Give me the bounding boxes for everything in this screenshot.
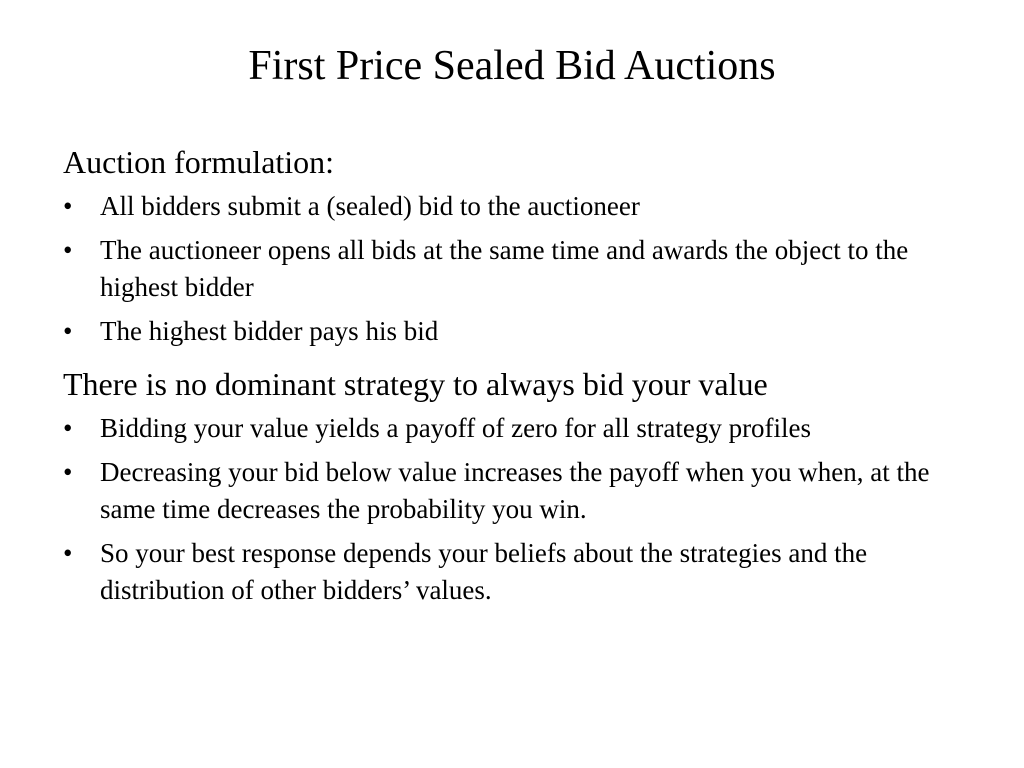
bullet-item xyxy=(63,188,983,225)
bullet-dot-icon: • xyxy=(63,413,73,443)
section-heading-dominant-strategy: There is no dominant strategy to always bid your value xyxy=(63,366,768,402)
bullet-list-dominant-strategy xyxy=(63,410,983,609)
bullet-text: So your best response depends your beliefs about the strategies and the distribution of other bidders’ values. xyxy=(100,538,868,605)
bullet-dot-icon: • xyxy=(63,316,73,346)
bullet-item xyxy=(63,535,983,609)
bullet-text: Bidding your value yields a payoff of zero for all strategy profiles xyxy=(100,413,812,443)
bullet-text: The auctioneer opens all bids at the same time and awards the object to the highest bidder xyxy=(100,235,909,302)
bullet-text: Decreasing your bid below value increases the payoff when you when, at the same time decreases the probability you win. xyxy=(100,457,930,524)
section-heading-formulation: Auction formulation: xyxy=(63,144,335,180)
bullet-item xyxy=(63,232,983,306)
bullet-item xyxy=(63,410,983,447)
bullet-list-formulation xyxy=(63,188,983,350)
bullet-item xyxy=(63,313,983,350)
bullet-item xyxy=(63,454,983,528)
bullet-dot-icon: • xyxy=(63,235,73,265)
bullet-dot-icon: • xyxy=(63,191,73,221)
bullet-text: All bidders submit a (sealed) bid to the auctioneer xyxy=(100,191,640,221)
bullet-text: The highest bidder pays his bid xyxy=(100,316,439,346)
slide-content xyxy=(63,142,983,616)
bullet-dot-icon: • xyxy=(63,538,73,568)
slide-title: First Price Sealed Bid Auctions xyxy=(248,43,776,89)
bullet-dot-icon: • xyxy=(63,457,73,487)
